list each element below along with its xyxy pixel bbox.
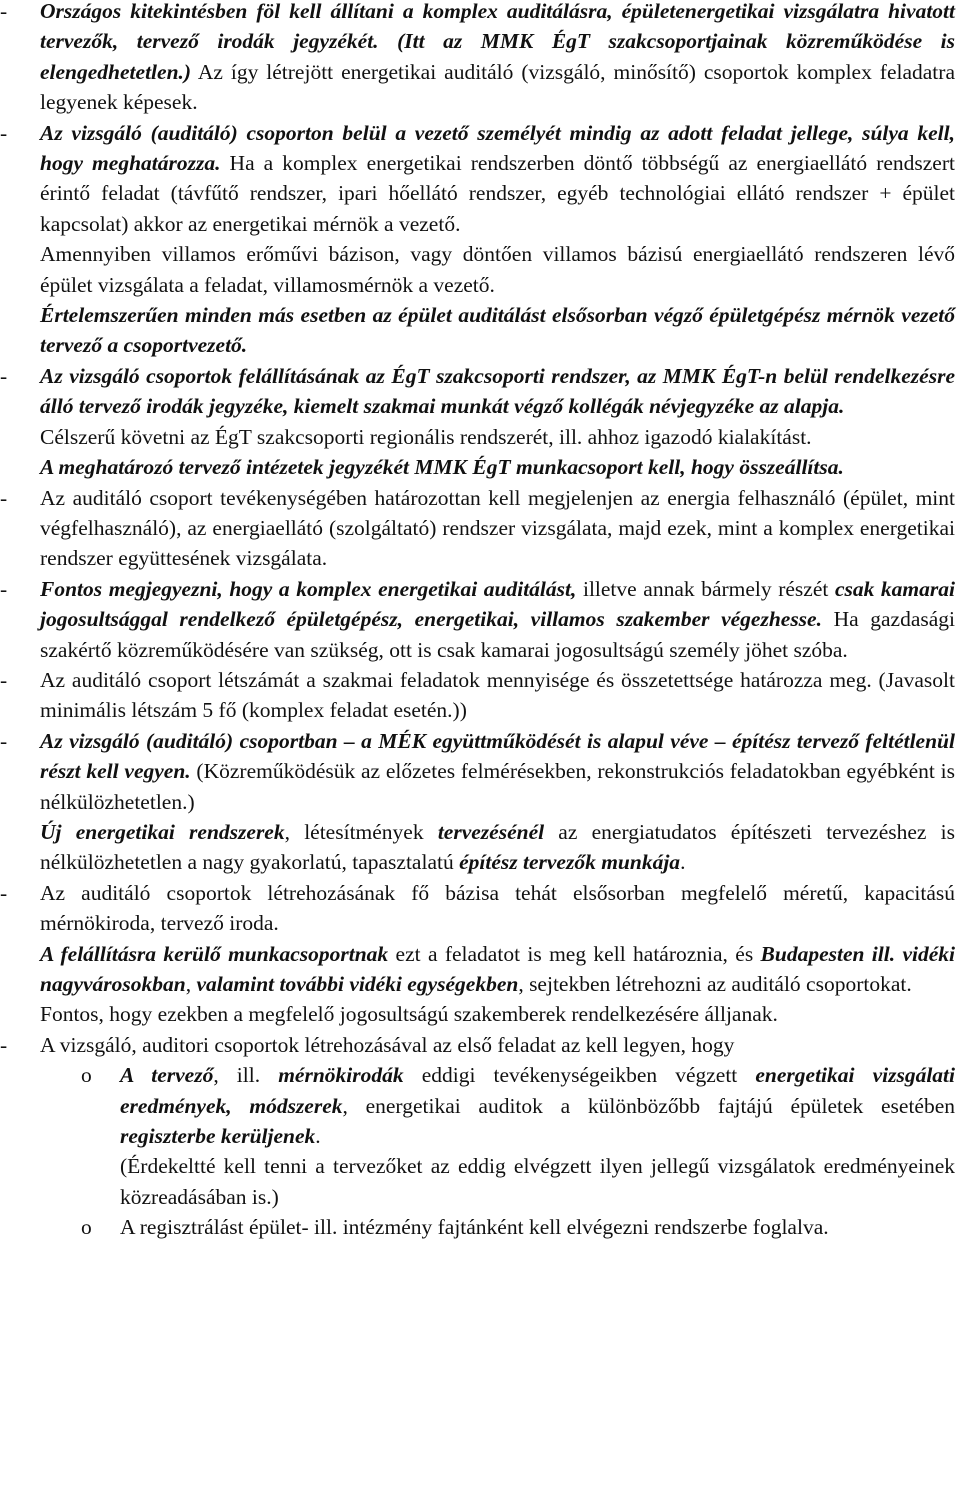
bullet-item xyxy=(0,665,960,726)
text-run: . xyxy=(315,1124,321,1149)
text-run: Az vizsgáló (auditáló) csoportban – a MÉK együttműködését is alapul véve – építész tervező feltétlenül részt kell vegyen. xyxy=(40,728,955,784)
text-run: (Közreműködésük az előzetes felmérésekben, rekonstrukciós feladatokban egyébként is nélkülözhetetlen.) xyxy=(40,759,955,814)
dash-marker: - xyxy=(0,485,8,510)
text-run: A meghatározó tervező intézetek jegyzékét MMK ÉgT munkacsoport kell, hogy összeállítsa. xyxy=(40,455,844,480)
text-run: Célszerű követni az ÉgT szakcsoporti regionális rendszerét, ill. ahhoz igazodó kialakítást. xyxy=(40,424,812,449)
text-run: Fontos, hogy ezekben a megfelelő jogosultságú szakemberek rendelkezésére álljanak. xyxy=(40,1002,778,1027)
continuation-paragraph xyxy=(0,452,960,482)
text-run: , létesítmények xyxy=(284,819,438,844)
bullet-item xyxy=(0,361,960,422)
text-run: csak kamarai jogosultsággal rendelkező épületgépész, energetikai, villamos szakember végezhesse. xyxy=(40,576,955,632)
text-run: A regisztrálást épület- ill. intézmény fajtánként kell elvégezni rendszerbe foglalva. xyxy=(120,1215,829,1240)
text-run: A felállításra kerülő munkacsoportnak xyxy=(40,941,389,966)
text-run: az energiatudatos építészeti tervezéshez is nélkülözhetetlen a nagy gyakorlatú, tapasztalatú xyxy=(40,819,956,875)
continuation-paragraph xyxy=(0,239,960,300)
text-run: energetikai vizsgálati eredmények, módszerek xyxy=(120,1063,956,1118)
text-run: A vizsgáló, auditori csoportok létrehozásával az első feladat az kell legyen, hogy xyxy=(40,1032,735,1057)
bullet-item xyxy=(0,878,960,939)
text-run: . xyxy=(680,850,686,875)
sub-bullet-item xyxy=(0,1060,960,1151)
text-run: Budapesten ill. vidéki nagyvárosokban xyxy=(40,941,955,996)
bullet-item xyxy=(0,726,960,817)
dash-marker: - xyxy=(0,728,8,753)
dash-marker: - xyxy=(0,576,8,601)
bullet-item xyxy=(0,574,960,665)
bullet-marker: o xyxy=(81,1215,92,1240)
text-run: Ha gazdasági szakértő közreműködésére van szükség, ott is csak kamarai jogosultságú személy jöhet szóba. xyxy=(40,607,955,662)
text-run: Az auditáló csoport létszámát a szakmai feladatok mennyisége és összetettsége határozza meg. (Javasolt minimális létszám 5 fő (komplex feladat esetén.)) xyxy=(40,667,955,723)
text-run: Az vizsgáló (auditáló) csoporton belül a vezető személyét mindig az adott feladat jellege, súlya kell, hogy meghatározza. xyxy=(40,120,955,176)
text-run: illetve annak bármely részét xyxy=(576,576,835,601)
dash-marker: - xyxy=(0,667,8,692)
text-run: eddigi tevékenységeikben végzett xyxy=(403,1063,756,1088)
text-run: mérnökirodák xyxy=(278,1063,404,1088)
continuation-paragraph xyxy=(0,999,960,1029)
text-run: Az így létrejött energetikai auditáló (vizsgáló, minősítő) csoportok komplex feladatra legyenek képesek. xyxy=(40,59,955,115)
bullet-item xyxy=(0,483,960,574)
bullet-item xyxy=(0,1030,960,1060)
text-run: építész tervezők munkája xyxy=(459,850,681,875)
continuation-paragraph xyxy=(0,939,960,1000)
text-run: Az auditáló csoportok létrehozásának fő bázisa tehát elsősorban megfelelő méretű, kapacitású mérnökiroda, tervező iroda. xyxy=(40,880,955,936)
bullet-item xyxy=(0,0,960,118)
text-run: , energetikai auditok a különbözőbb fajtájú épületek esetében xyxy=(342,1093,956,1118)
text-run: , xyxy=(185,972,197,996)
text-run: , sejtekben létrehozni az auditáló csoportokat. xyxy=(518,972,912,996)
text-run: Új energetikai rendszerek xyxy=(40,819,285,844)
continuation-paragraph xyxy=(0,422,960,452)
sub-bullet-item xyxy=(0,1212,960,1242)
dash-marker: - xyxy=(0,880,8,905)
text-run: A tervező xyxy=(120,1063,214,1088)
text-run: Az auditáló csoport tevékenységében határozottan kell megjelenjen az energia felhasználó (épület, mint végfelhasználó), az energiaellátó (szolgáltató) rendszer vizsgálata, majd ezek, mint a komplex energetikai rendszer együttesének vizsgálata. xyxy=(40,485,955,571)
text-run: regiszterbe kerüljenek xyxy=(120,1124,316,1149)
text-run: Az vizsgáló csoportok felállításának az ÉgT szakcsoporti rendszer, az MMK ÉgT-n belül rendelkezésre álló tervező irodák jegyzéke, kiemelt szakmai munkát végző kollégák névjegyzéke az alapja. xyxy=(40,363,955,419)
bullet-marker: o xyxy=(81,1063,92,1088)
text-run: Amennyiben villamos erőművi bázison, vagy döntően villamos bázisú energiaellátó rendszeren lévő épület vizsgálata a feladat, villamosmérnök a vezető. xyxy=(40,242,955,297)
text-run: (Érdekeltté kell tenni a tervezőket az eddig elvégzett ilyen jellegű vizsgálatok eredményeinek közreadásában is.) xyxy=(120,1154,955,1209)
continuation-paragraph xyxy=(0,300,960,361)
dash-marker: - xyxy=(0,1032,8,1057)
dash-marker: - xyxy=(0,0,8,23)
text-run: Értelemszerűen minden más esetben az épület auditálást elsősorban végző épületgépész mérnök vezető tervező a csoportvezető. xyxy=(40,303,955,358)
continuation-paragraph xyxy=(0,817,960,878)
sub-continuation-paragraph xyxy=(0,1151,960,1212)
text-run: valamint további vidéki egységekben xyxy=(196,972,519,996)
text-run: ezt a feladatot is meg kell határoznia, és xyxy=(388,941,761,966)
text-run: Ha a komplex energetikai rendszerben döntő többségű az energiaellátó rendszert érintő feladat (távfűtő rendszer, ipari hőellátó rendszer, egyéb technológiai ellátó rendszer + épület kapcsolat) akkor az energetikai mérnök a vezető. xyxy=(40,151,955,236)
text-run: Országos kitekintésben föl kell állítani a komplex auditálásra, épületenergetikai vizsgálatra hivatott tervezők, tervező irodák jegyzékét. (Itt az MMK ÉgT szakcsoportjainak közreműködése is elengedhetetlen.) xyxy=(40,0,955,84)
bullet-item xyxy=(0,118,960,240)
dash-marker: - xyxy=(0,120,8,145)
text-run: Fontos megjegyezni, hogy a komplex energetikai auditálást, xyxy=(40,576,577,601)
text-run: tervezésénél xyxy=(437,819,545,844)
dash-marker: - xyxy=(0,363,8,388)
text-run: , ill. xyxy=(213,1063,279,1088)
